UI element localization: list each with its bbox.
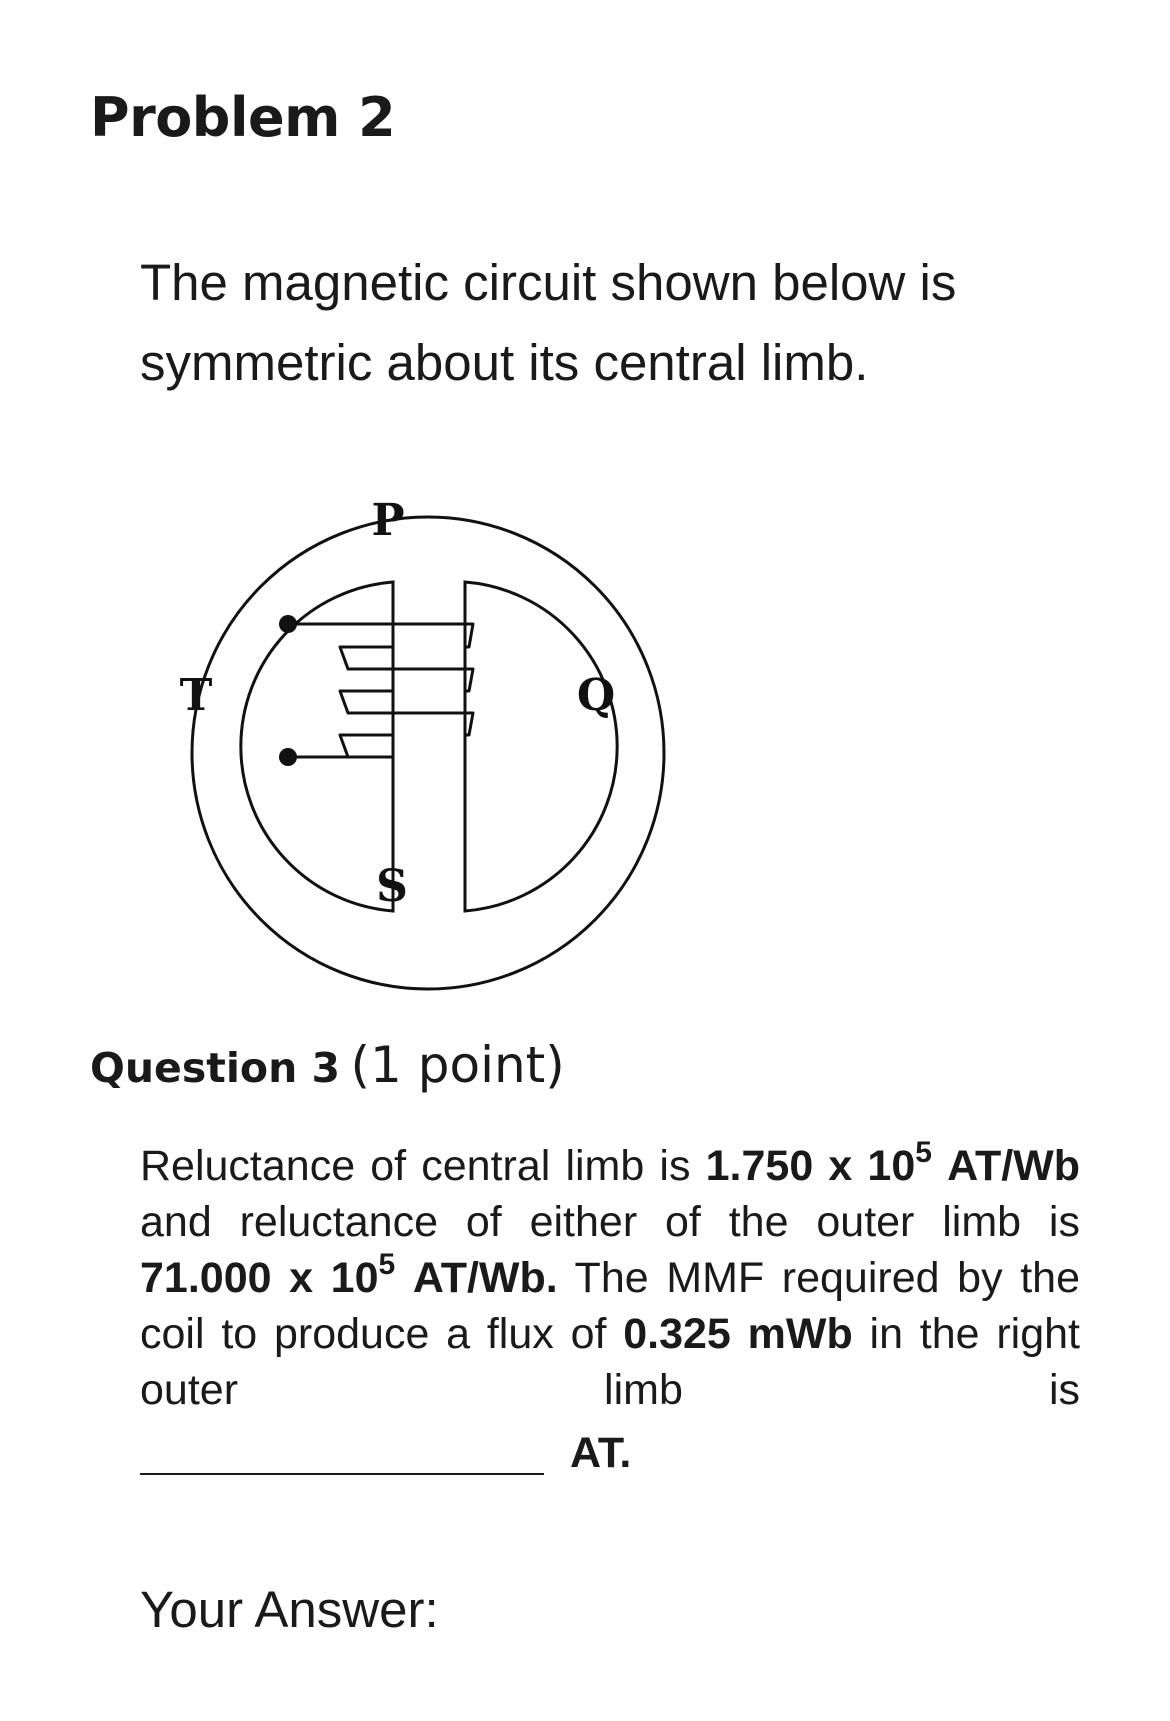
left-window xyxy=(241,582,393,911)
flux-value: 0.325 mWb xyxy=(623,1310,853,1358)
central-reluctance-unit: AT/Wb xyxy=(947,1142,1081,1190)
question-header xyxy=(90,1036,565,1094)
magnetic-circuit-figure xyxy=(166,495,696,1010)
central-reluctance-value: 1.750 x $10^5$ xyxy=(705,1136,932,1190)
label-p: P xyxy=(371,495,405,546)
problem-title: Problem 2 xyxy=(90,86,396,149)
right-window xyxy=(465,582,617,911)
coil-winding xyxy=(288,624,473,757)
label-s: S xyxy=(376,861,408,912)
outer-yoke xyxy=(192,517,664,989)
label-q: Q xyxy=(576,670,616,721)
outer-reluctance-value: 71.000 x $10^5$ xyxy=(140,1248,396,1302)
your-answer-label: Your Answer: xyxy=(140,1581,439,1638)
question-text-1: Reluctance of central limb is xyxy=(140,1142,691,1190)
outer-reluctance-unit: AT/Wb. xyxy=(412,1254,558,1302)
problem-intro: The magnetic circuit shown below is symmetric about its central limb. xyxy=(140,254,957,391)
question-text-4: in the right outer limb is xyxy=(140,1310,1080,1414)
question-text-3: The MMF required by the coil to produce a flux of xyxy=(140,1254,1080,1358)
question-points: (1 point) xyxy=(350,1036,565,1094)
question-text xyxy=(140,1138,1080,1418)
question-label: Question 3 xyxy=(90,1044,341,1092)
answer-blank xyxy=(140,1473,544,1475)
label-t: T xyxy=(179,670,213,721)
answer-unit: AT. xyxy=(570,1429,632,1477)
question-text-2: and reluctance of either of the outer limb is xyxy=(140,1198,1080,1246)
